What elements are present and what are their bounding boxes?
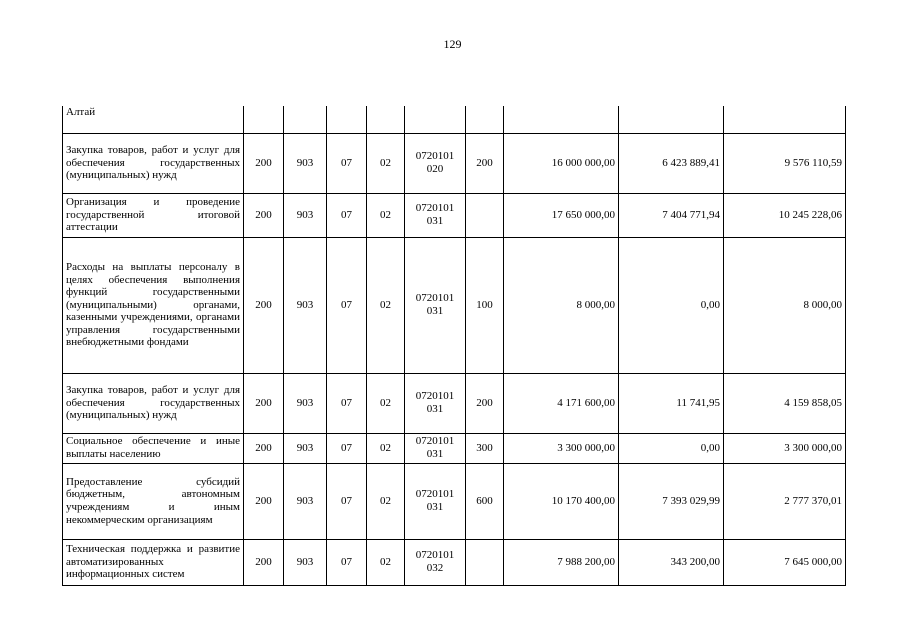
code-gov-cell: 200 xyxy=(244,193,284,237)
code-target-cell: 0720101 031 xyxy=(405,193,466,237)
row-name-cell: Техническая поддержка и развитие автоматизированных информационных систем xyxy=(63,539,244,585)
code-gov-cell: 200 xyxy=(244,539,284,585)
code-expense-type-cell xyxy=(466,106,504,133)
amount-planned-cell: 16 000 000,00 xyxy=(504,133,619,193)
code-expense-type-cell: 300 xyxy=(466,433,504,463)
table-row xyxy=(63,133,846,193)
code-gov-cell xyxy=(244,106,284,133)
code-target-cell: 0720101 020 xyxy=(405,133,466,193)
code-subsection-cell: 02 xyxy=(367,433,405,463)
amount-remaining-cell: 3 300 000,00 xyxy=(724,433,846,463)
code-gov-cell: 200 xyxy=(244,133,284,193)
page-number: 129 xyxy=(443,37,462,51)
code-ministry-cell: 903 xyxy=(284,373,327,433)
code-expense-type-cell xyxy=(466,193,504,237)
amount-executed-cell: 7 393 029,99 xyxy=(619,463,724,539)
code-gov-cell: 200 xyxy=(244,373,284,433)
code-section-cell: 07 xyxy=(327,373,367,433)
code-target-cell: 0720101 031 xyxy=(405,237,466,373)
amount-remaining-cell: 9 576 110,59 xyxy=(724,133,846,193)
amount-executed-cell: 343 200,00 xyxy=(619,539,724,585)
table-row xyxy=(63,193,846,237)
code-target-cell: 0720101 031 xyxy=(405,433,466,463)
code-target-cell xyxy=(405,106,466,133)
code-ministry-cell: 903 xyxy=(284,433,327,463)
code-expense-type-cell: 200 xyxy=(466,373,504,433)
amount-planned-cell xyxy=(504,106,619,133)
code-expense-type-cell: 200 xyxy=(466,133,504,193)
amount-remaining-cell: 10 245 228,06 xyxy=(724,193,846,237)
amount-remaining-cell: 4 159 858,05 xyxy=(724,373,846,433)
amount-remaining-cell: 7 645 000,00 xyxy=(724,539,846,585)
code-subsection-cell xyxy=(367,106,405,133)
code-ministry-cell: 903 xyxy=(284,133,327,193)
row-name-cell: Предоставление субсидий бюджетным, автономным учреждениям и иным некоммерческим организациям xyxy=(63,463,244,539)
budget-table xyxy=(62,106,846,586)
amount-executed-cell: 11 741,95 xyxy=(619,373,724,433)
table-row xyxy=(63,433,846,463)
amount-planned-cell: 3 300 000,00 xyxy=(504,433,619,463)
code-gov-cell: 200 xyxy=(244,433,284,463)
amount-planned-cell: 8 000,00 xyxy=(504,237,619,373)
code-ministry-cell xyxy=(284,106,327,133)
table-row xyxy=(63,237,846,373)
row-name-cell: Расходы на выплаты персоналу в целях обеспечения выполнения функций государственными (муниципальными) органами, казенными учреждениями, органами управления государственными внебюджетными фондами xyxy=(63,237,244,373)
code-gov-cell: 200 xyxy=(244,237,284,373)
amount-executed-cell: 7 404 771,94 xyxy=(619,193,724,237)
code-section-cell: 07 xyxy=(327,237,367,373)
amount-planned-cell: 7 988 200,00 xyxy=(504,539,619,585)
code-ministry-cell: 903 xyxy=(284,237,327,373)
amount-planned-cell: 10 170 400,00 xyxy=(504,463,619,539)
code-section-cell: 07 xyxy=(327,433,367,463)
code-subsection-cell: 02 xyxy=(367,237,405,373)
amount-executed-cell xyxy=(619,106,724,133)
code-subsection-cell: 02 xyxy=(367,133,405,193)
table-row xyxy=(63,373,846,433)
amount-planned-cell: 17 650 000,00 xyxy=(504,193,619,237)
code-target-cell: 0720101 032 xyxy=(405,539,466,585)
row-name-cell: Закупка товаров, работ и услуг для обеспечения государственных (муниципальных) нужд xyxy=(63,133,244,193)
code-ministry-cell: 903 xyxy=(284,539,327,585)
table-row xyxy=(63,106,846,133)
amount-executed-cell: 0,00 xyxy=(619,237,724,373)
code-expense-type-cell xyxy=(466,539,504,585)
code-ministry-cell: 903 xyxy=(284,193,327,237)
amount-planned-cell: 4 171 600,00 xyxy=(504,373,619,433)
row-name-cell: Организация и проведение государственной итоговой аттестации xyxy=(63,193,244,237)
amount-remaining-cell: 8 000,00 xyxy=(724,237,846,373)
code-section-cell: 07 xyxy=(327,193,367,237)
code-gov-cell: 200 xyxy=(244,463,284,539)
code-subsection-cell: 02 xyxy=(367,463,405,539)
code-expense-type-cell: 100 xyxy=(466,237,504,373)
code-section-cell: 07 xyxy=(327,539,367,585)
table-row xyxy=(63,539,846,585)
code-subsection-cell: 02 xyxy=(367,193,405,237)
code-section-cell: 07 xyxy=(327,463,367,539)
row-name-cell: Социальное обеспечение и иные выплаты населению xyxy=(63,433,244,463)
code-ministry-cell: 903 xyxy=(284,463,327,539)
table-body xyxy=(63,106,846,585)
code-section-cell xyxy=(327,106,367,133)
row-name-cell: Закупка товаров, работ и услуг для обеспечения государственных (муниципальных) нужд xyxy=(63,373,244,433)
code-subsection-cell: 02 xyxy=(367,539,405,585)
code-target-cell: 0720101 031 xyxy=(405,463,466,539)
code-expense-type-cell: 600 xyxy=(466,463,504,539)
row-name-cell: Алтай xyxy=(63,106,244,133)
code-section-cell: 07 xyxy=(327,133,367,193)
code-subsection-cell: 02 xyxy=(367,373,405,433)
amount-remaining-cell xyxy=(724,106,846,133)
amount-executed-cell: 0,00 xyxy=(619,433,724,463)
code-target-cell: 0720101 031 xyxy=(405,373,466,433)
amount-remaining-cell: 2 777 370,01 xyxy=(724,463,846,539)
table-row xyxy=(63,463,846,539)
amount-executed-cell: 6 423 889,41 xyxy=(619,133,724,193)
